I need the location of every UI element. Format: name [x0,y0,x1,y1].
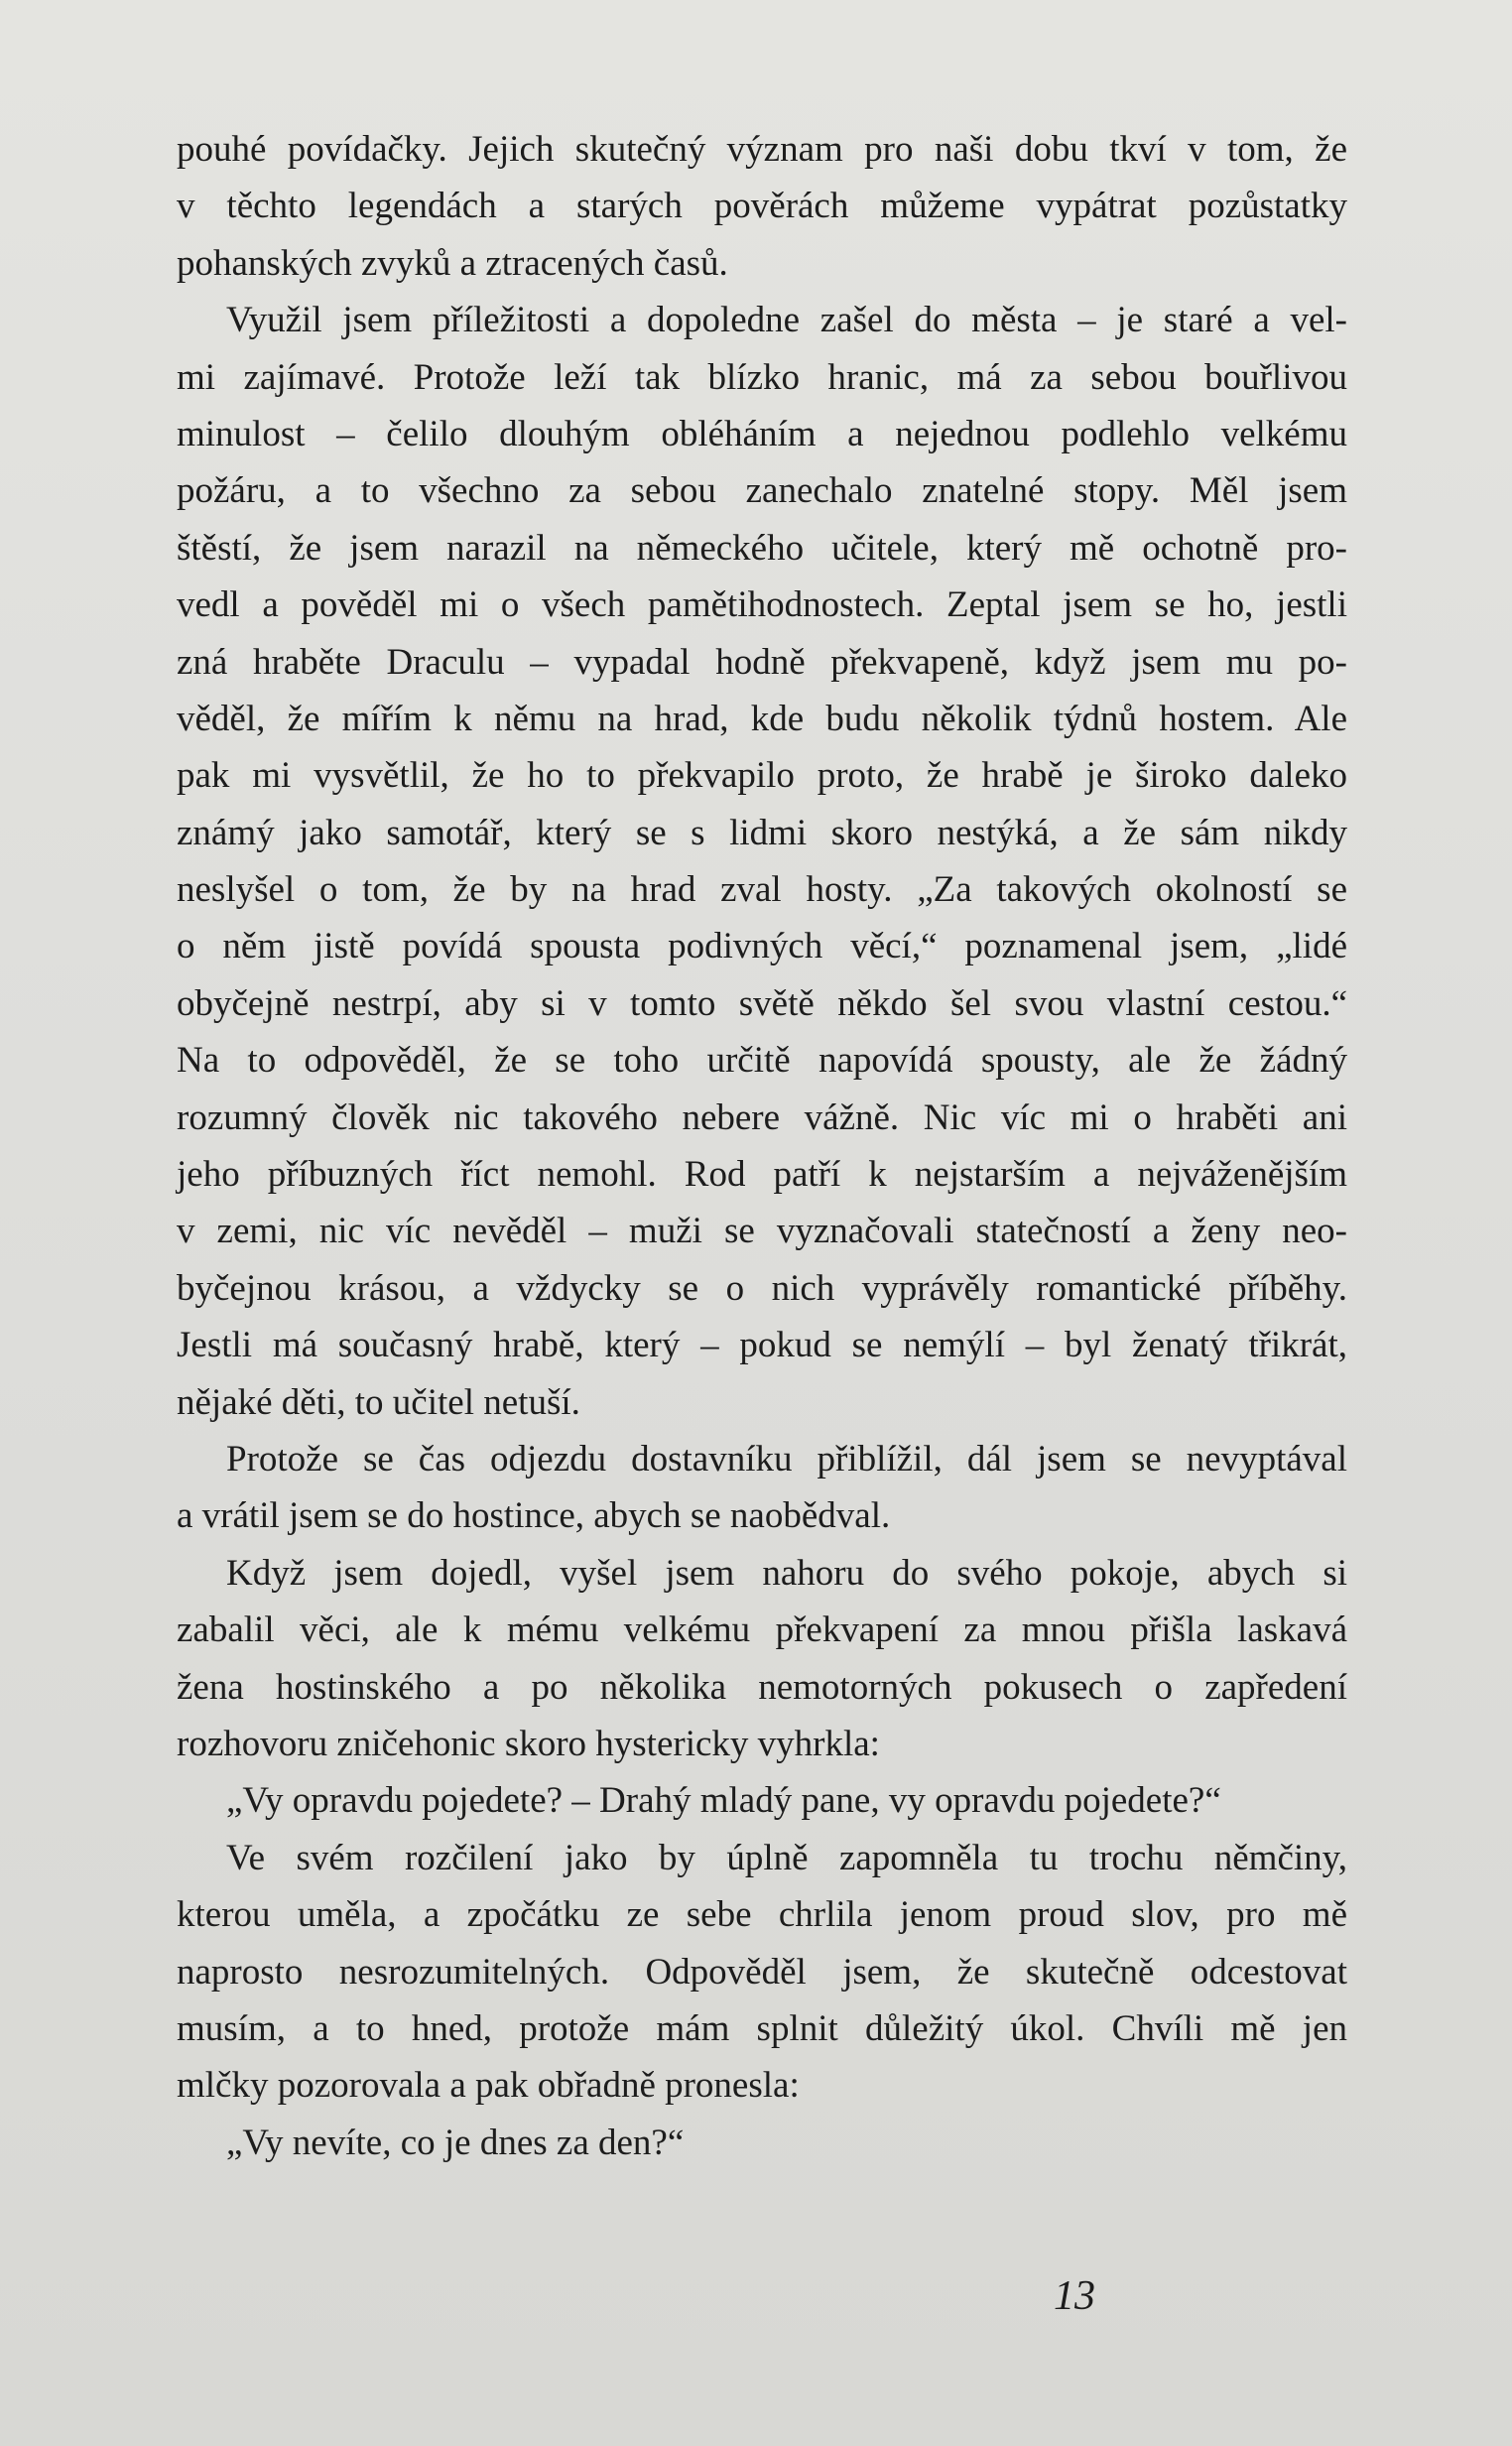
text-line: Když jsem dojedl, vyšel jsem nahoru do svého pokoje, abych si [226,1552,1347,1594]
text-line: pohanských zvyků a ztracených časů. [177,242,728,284]
text-line: Protože se čas odjezdu dostavníku přiblížil, dál jsem se nevyptával [226,1438,1347,1480]
text-line: v těchto legendách a starých pověrách můžeme vypátrat pozůstatky [177,186,1347,227]
text-line: naprosto nesrozumitelných. Odpověděl jsem, že skutečně odcestovat [177,1951,1347,1993]
text-line: žena hostinského a po několika nemotorných pokusech o zapředení [177,1666,1347,1708]
text-line: mlčky pozorovala a pak obřadně pronesla: [177,2065,800,2107]
page-number: 13 [1054,2273,1095,2319]
text-line: Ve svém rozčilení jako by úplně zapomněla tu trochu němčiny, [226,1837,1347,1878]
text-line: štěstí, že jsem narazil na německého učitele, který mě ochotně pro- [177,527,1347,569]
text-line: „Vy opravdu pojedete? – Drahý mladý pane, vy opravdu pojedete?“ [226,1780,1221,1822]
text-line: známý jako samotář, který se s lidmi skoro nestýká, a že sám nikdy [177,812,1347,853]
text-line: obyčejně nestrpí, aby si v tomto světě někdo šel svou vlastní cestou.“ [177,982,1347,1024]
text-line: pak mi vysvětlil, že ho to překvapilo proto, že hrabě je široko daleko [177,755,1347,797]
body-text [177,121,1347,2171]
text-line: v zemi, nic víc nevěděl – muži se vyznačovali statečností a ženy neo- [177,1211,1347,1252]
text-line: zná hraběte Draculu – vypadal hodně překvapeně, když jsem mu po- [177,641,1347,683]
text-line: jeho příbuzných říct nemohl. Rod patří k nejstarším a nejváženějším [177,1154,1347,1196]
text-line: musím, a to hned, protože mám splnit důležitý úkol. Chvíli mě jen [177,2007,1347,2049]
text-line: o něm jistě povídá spousta podivných věcí,“ poznamenal jsem, „lidé [177,926,1347,967]
text-line: a vrátil jsem se do hostince, abych se naobědval. [177,1495,891,1537]
text-line: rozumný člověk nic takového nebere vážně. Nic víc mi o hraběti ani [177,1096,1347,1138]
text-line: nějaké děti, to učitel netuší. [177,1381,580,1423]
text-line: minulost – čelilo dlouhým obléháním a nejednou podlehlo velkému [177,413,1347,454]
text-line: kterou uměla, a zpočátku ze sebe chrlila jenom proud slov, pro mě [177,1894,1347,1936]
text-line: Využil jsem příležitosti a dopoledne zašel do města – je staré a vel- [226,300,1347,341]
text-line: požáru, a to všechno za sebou zanechalo znatelné stopy. Měl jsem [177,470,1347,512]
text-line: byčejnou krásou, a vždycky se o nich vyprávěly romantické příběhy. [177,1267,1347,1309]
text-line: věděl, že mířím k němu na hrad, kde budu několik týdnů hostem. Ale [177,698,1347,739]
text-line: vedl a pověděl mi o všech pamětihodnostech. Zeptal jsem se ho, jestli [177,584,1347,626]
text-line: mi zajímavé. Protože leží tak blízko hranic, má za sebou bouřlivou [177,356,1347,398]
text-line: pouhé povídačky. Jejich skutečný význam pro naši dobu tkví v tom, že [177,129,1347,170]
text-line: rozhovoru zničehonic skoro hystericky vyhrkla: [177,1723,880,1764]
text-line: neslyšel o tom, že by na hrad zval hosty. „Za takových okolností se [177,869,1347,911]
text-line: „Vy nevíte, co je dnes za den?“ [226,2122,685,2163]
text-line: zabalil věci, ale k mému velkému překvapení za mnou přišla laskavá [177,1609,1347,1651]
text-line: Jestli má současný hrabě, který – pokud se nemýlí – byl ženatý třikrát, [177,1325,1347,1366]
text-line: Na to odpověděl, že se toho určitě napovídá spousty, ale že žádný [177,1040,1347,1082]
